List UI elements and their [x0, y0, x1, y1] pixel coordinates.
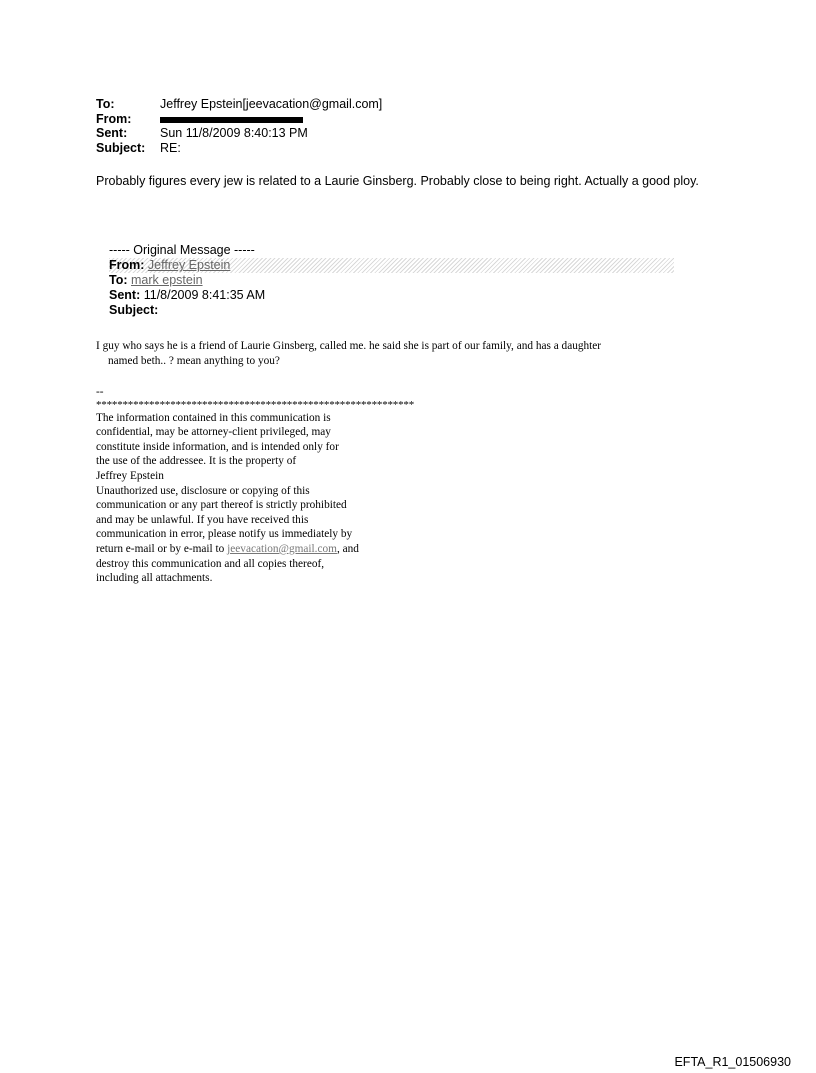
sent-label: Sent:: [96, 126, 128, 140]
disclaimer-line: including all attachments.: [96, 572, 213, 585]
from-row: [96, 112, 736, 127]
disclaimer-return-line: [96, 542, 476, 557]
sent-value: Sun 11/8/2009 8:40:13 PM: [160, 126, 308, 140]
original-separator: ----- Original Message -----: [109, 243, 255, 257]
signature-dashes: --: [96, 386, 104, 398]
original-to-row: [109, 273, 674, 288]
original-to-label: To:: [109, 273, 128, 287]
original-to-link[interactable]: mark epstein: [131, 273, 203, 287]
to-label: To:: [96, 97, 115, 111]
signature-disclaimer: [96, 385, 476, 586]
original-body-line: named beth.. ? mean anything to you?: [108, 354, 280, 367]
from-label: From:: [96, 111, 132, 126]
subject-label: Subject:: [96, 140, 146, 155]
original-message: [109, 243, 674, 318]
email-header: [96, 97, 736, 155]
original-from-row: [109, 258, 674, 273]
original-from-label: From:: [109, 258, 145, 272]
disclaimer-line: confidential, may be attorney-client privileged, may: [96, 426, 331, 439]
original-sent-row: [109, 288, 674, 303]
original-from-link[interactable]: Jeffrey Epstein: [147, 258, 231, 272]
to-value: Jeffrey Epstein[jeevacation@gmail.com]: [160, 97, 383, 111]
disclaimer-line: the use of the addressee. It is the property of: [96, 455, 297, 468]
original-body: [96, 339, 716, 368]
to-row: [96, 97, 736, 112]
disclaimer-line: The information contained in this communication is: [96, 411, 331, 424]
sent-row: [96, 126, 736, 141]
redaction-bar: [160, 117, 303, 123]
from-value-redacted: [160, 112, 736, 127]
original-sent-value: 11/8/2009 8:41:35 AM: [143, 288, 266, 302]
subject-value: RE:: [160, 140, 181, 155]
original-body-line: I guy who says he is a friend of Laurie Ginsberg, called me. he said she is part of our family, and has a daughter: [96, 340, 602, 352]
disclaimer-line: destroy this communication and all copies thereof,: [96, 557, 325, 570]
document-id: EFTA_R1_01506930: [674, 1055, 791, 1069]
reply-body: Probably figures every jew is related to a Laurie Ginsberg. Probably close to being right. Actually a good ploy.: [96, 174, 699, 188]
disclaimer-line: constitute inside information, and is intended only for: [96, 440, 339, 453]
return-suffix: , and: [336, 542, 359, 555]
disclaimer-line: and may be unlawful. If you have received this: [96, 513, 309, 526]
signature-stars: ************************************************************: [96, 399, 415, 411]
disclaimer-line: Unauthorized use, disclosure or copying of this: [96, 484, 310, 497]
disclaimer-line: communication in error, please notify us immediately by: [96, 528, 353, 541]
signature-email-link[interactable]: jeevacation@gmail.com: [227, 542, 337, 555]
original-sent-label: Sent:: [109, 288, 141, 302]
disclaimer-line: communication or any part thereof is strictly prohibited: [96, 499, 347, 512]
original-subject-row: [109, 303, 674, 318]
original-subject-label: Subject:: [109, 303, 159, 317]
disclaimer-line: Jeffrey Epstein: [96, 469, 164, 482]
return-prefix: return e-mail or by e-mail to: [96, 542, 228, 555]
subject-row: [96, 141, 736, 156]
